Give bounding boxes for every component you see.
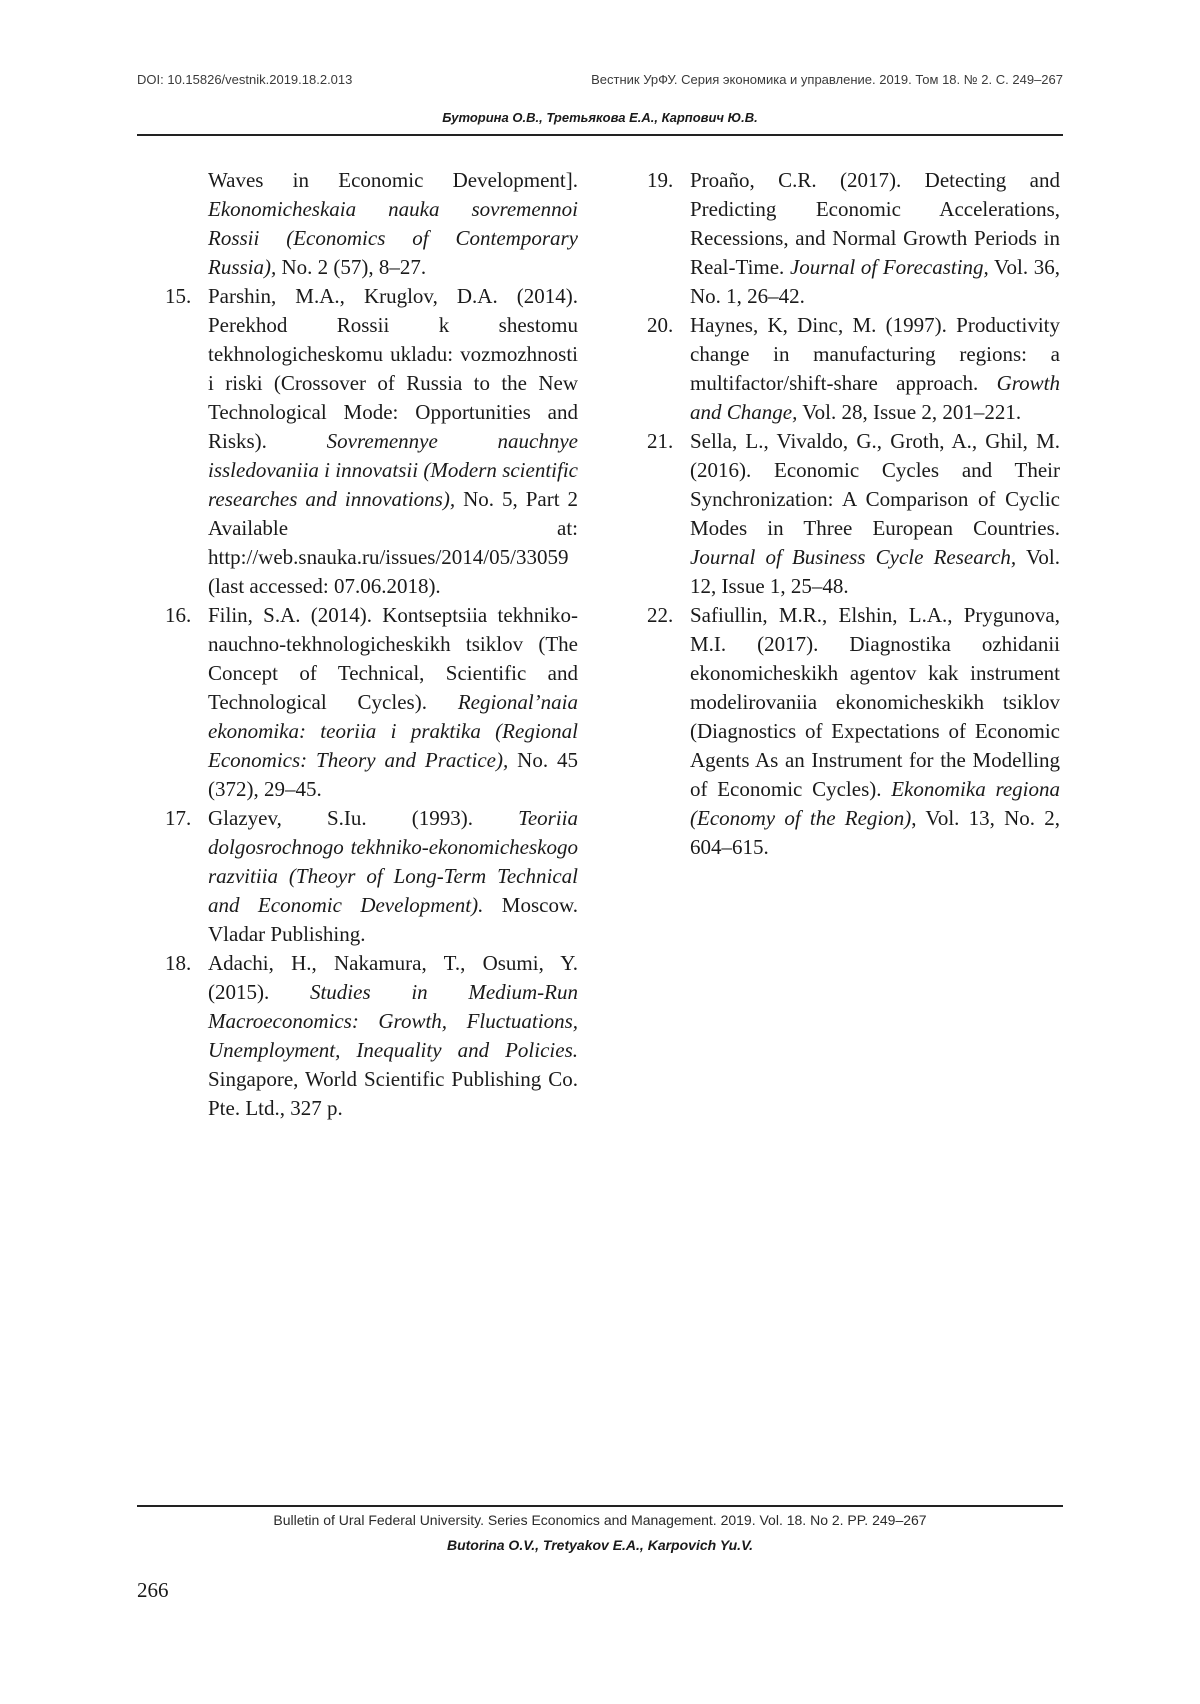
ref-details: No. 45 (372), 29–45. xyxy=(208,748,578,801)
reference-16 xyxy=(165,601,578,804)
reference-14-continuation xyxy=(165,166,578,282)
ref-details: No. 5, Part 2 Available at: http://web.snauka.ru/issues/2014/05/33059 (last accessed: 07.06.2018). xyxy=(208,487,578,598)
ref-number: 20. xyxy=(647,313,674,337)
ref-text: Proaño, C.R. (2017). Detecting and Predicting Economic Accelerations, Recessions, and Normal Growth Periods in Real-Time. xyxy=(690,168,1060,279)
ref-details: , Vol. 13, No. 2, 604–615. xyxy=(690,806,1060,859)
ref-source: Studies in Medium-Run Macroeconomics: Growth, Fluctuations, Unemployment, Inequality and Policies. xyxy=(208,980,578,1062)
ref-details: Moscow. Vladar Publishing. xyxy=(208,893,579,946)
header-authors: Буторина О.В., Третьякова Е.А., Карпович Ю.В. xyxy=(442,110,758,125)
page-number: 266 xyxy=(137,1578,169,1602)
ref-number: 16. xyxy=(165,603,192,627)
ref-source: Ekonomicheskaia nauka sovremennoi Rossii (Economics of Contemporary Russia), xyxy=(208,197,578,279)
reference-15 xyxy=(165,282,578,601)
ref-number: 19. xyxy=(647,168,674,192)
references-column-left xyxy=(165,166,578,1123)
ref-number: 15. xyxy=(165,284,192,308)
ref-number: 18. xyxy=(165,951,192,975)
ref-text: Filin, S.A. (2014). Kontseptsiia tekhniko-nauchno-tekhnologicheskikh tsiklov (The Concept of Technical, Scientific and Technological Cycles). xyxy=(208,603,578,714)
journal-citation: Вестник УрФУ. Серия экономика и управление. 2019. Том 18. № 2. С. 249–267 xyxy=(591,72,1063,87)
ref-number: 21. xyxy=(647,429,674,453)
ref-details: No. 2 (57), 8–27. xyxy=(276,255,427,279)
ref-source: Sovremennye nauchnye issledovaniia i innovatsii (Modern scientific researches and innovations), xyxy=(208,429,578,511)
ref-source: Teoriia dolgosrochnogo tekhniko-ekonomicheskogo razvitiia (Theoyr of Long-Term Technical and Economic Development). xyxy=(208,806,578,917)
ref-details: Vol. 28, Issue 2, 201–221. xyxy=(797,400,1022,424)
ref-text: Glazyev, S.Iu. (1993). xyxy=(208,806,519,830)
footer-authors: Butorina O.V., Tretyakov E.A., Karpovich Yu.V. xyxy=(446,1537,754,1553)
ref-source: Journal of Business Cycle Research, xyxy=(690,545,1017,569)
ref-text: Sella, L., Vivaldo, G., Groth, A., Ghil, M. (2016). Economic Cycles and Their Synchronization: A Comparison of Cyclic Modes in Three European Countries. xyxy=(690,429,1060,540)
ref-source: Growth and Change, xyxy=(690,371,1060,424)
ref-text: Waves in Economic Development]. xyxy=(208,168,578,192)
header-divider xyxy=(137,134,1063,136)
references-column-right xyxy=(647,166,1060,862)
ref-details: Singapore, World Scientific Publishing Co. Pte. Ltd., 327 p. xyxy=(208,1067,578,1120)
ref-text: Adachi, H., Nakamura, T., Osumi, Y. (2015). xyxy=(208,951,578,1004)
ref-number: 22. xyxy=(647,603,674,627)
footer-divider xyxy=(137,1505,1063,1507)
reference-19 xyxy=(647,166,1060,311)
ref-source: Journal of Forecasting, xyxy=(789,255,989,279)
ref-number: 17. xyxy=(165,806,192,830)
ref-text: Haynes, K, Dinc, M. (1997). Productivity change in manufacturing regions: a multifactor/shift-share approach. xyxy=(690,313,1060,395)
ref-source: Ekonomika regiona (Economy of the Region) xyxy=(690,777,1060,830)
ref-details: Vol. 12, Issue 1, 25–48. xyxy=(690,545,1060,598)
ref-text: Parshin, M.A., Kruglov, D.A. (2014). Perekhod Rossii k shestomu tekhnologicheskomu ukladu: vozmozhnosti i riski (Crossover of Russia to the New Technological Mode: Opportunities and Risks). xyxy=(208,284,578,453)
footer-journal-citation: Bulletin of Ural Federal University. Series Economics and Management. 2019. Vol. 18. No 2. PP. 249–267 xyxy=(273,1512,927,1528)
reference-21 xyxy=(647,427,1060,601)
doi: DOI: 10.15826/vestnik.2019.18.2.013 xyxy=(137,72,353,87)
reference-17 xyxy=(165,804,578,949)
ref-text: Safiullin, M.R., Elshin, L.A., Prygunova, M.I. (2017). Diagnostika ozhidanii ekonomicheskikh agentov kak instrument modelirovaniia ekonomicheskikh tsiklov (Diagnostics of Expectations of Economic Agents As an Instrument for the Modelling of Economic Cycles). xyxy=(690,603,1060,801)
ref-source: Regional’naia ekonomika: teoriia i praktika (Regional Economics: Theory and Practice), xyxy=(208,690,578,772)
reference-18 xyxy=(165,949,578,1123)
ref-details: Vol. 36, No. 1, 26–42. xyxy=(690,255,1060,308)
reference-22 xyxy=(647,601,1060,862)
reference-20 xyxy=(647,311,1060,427)
